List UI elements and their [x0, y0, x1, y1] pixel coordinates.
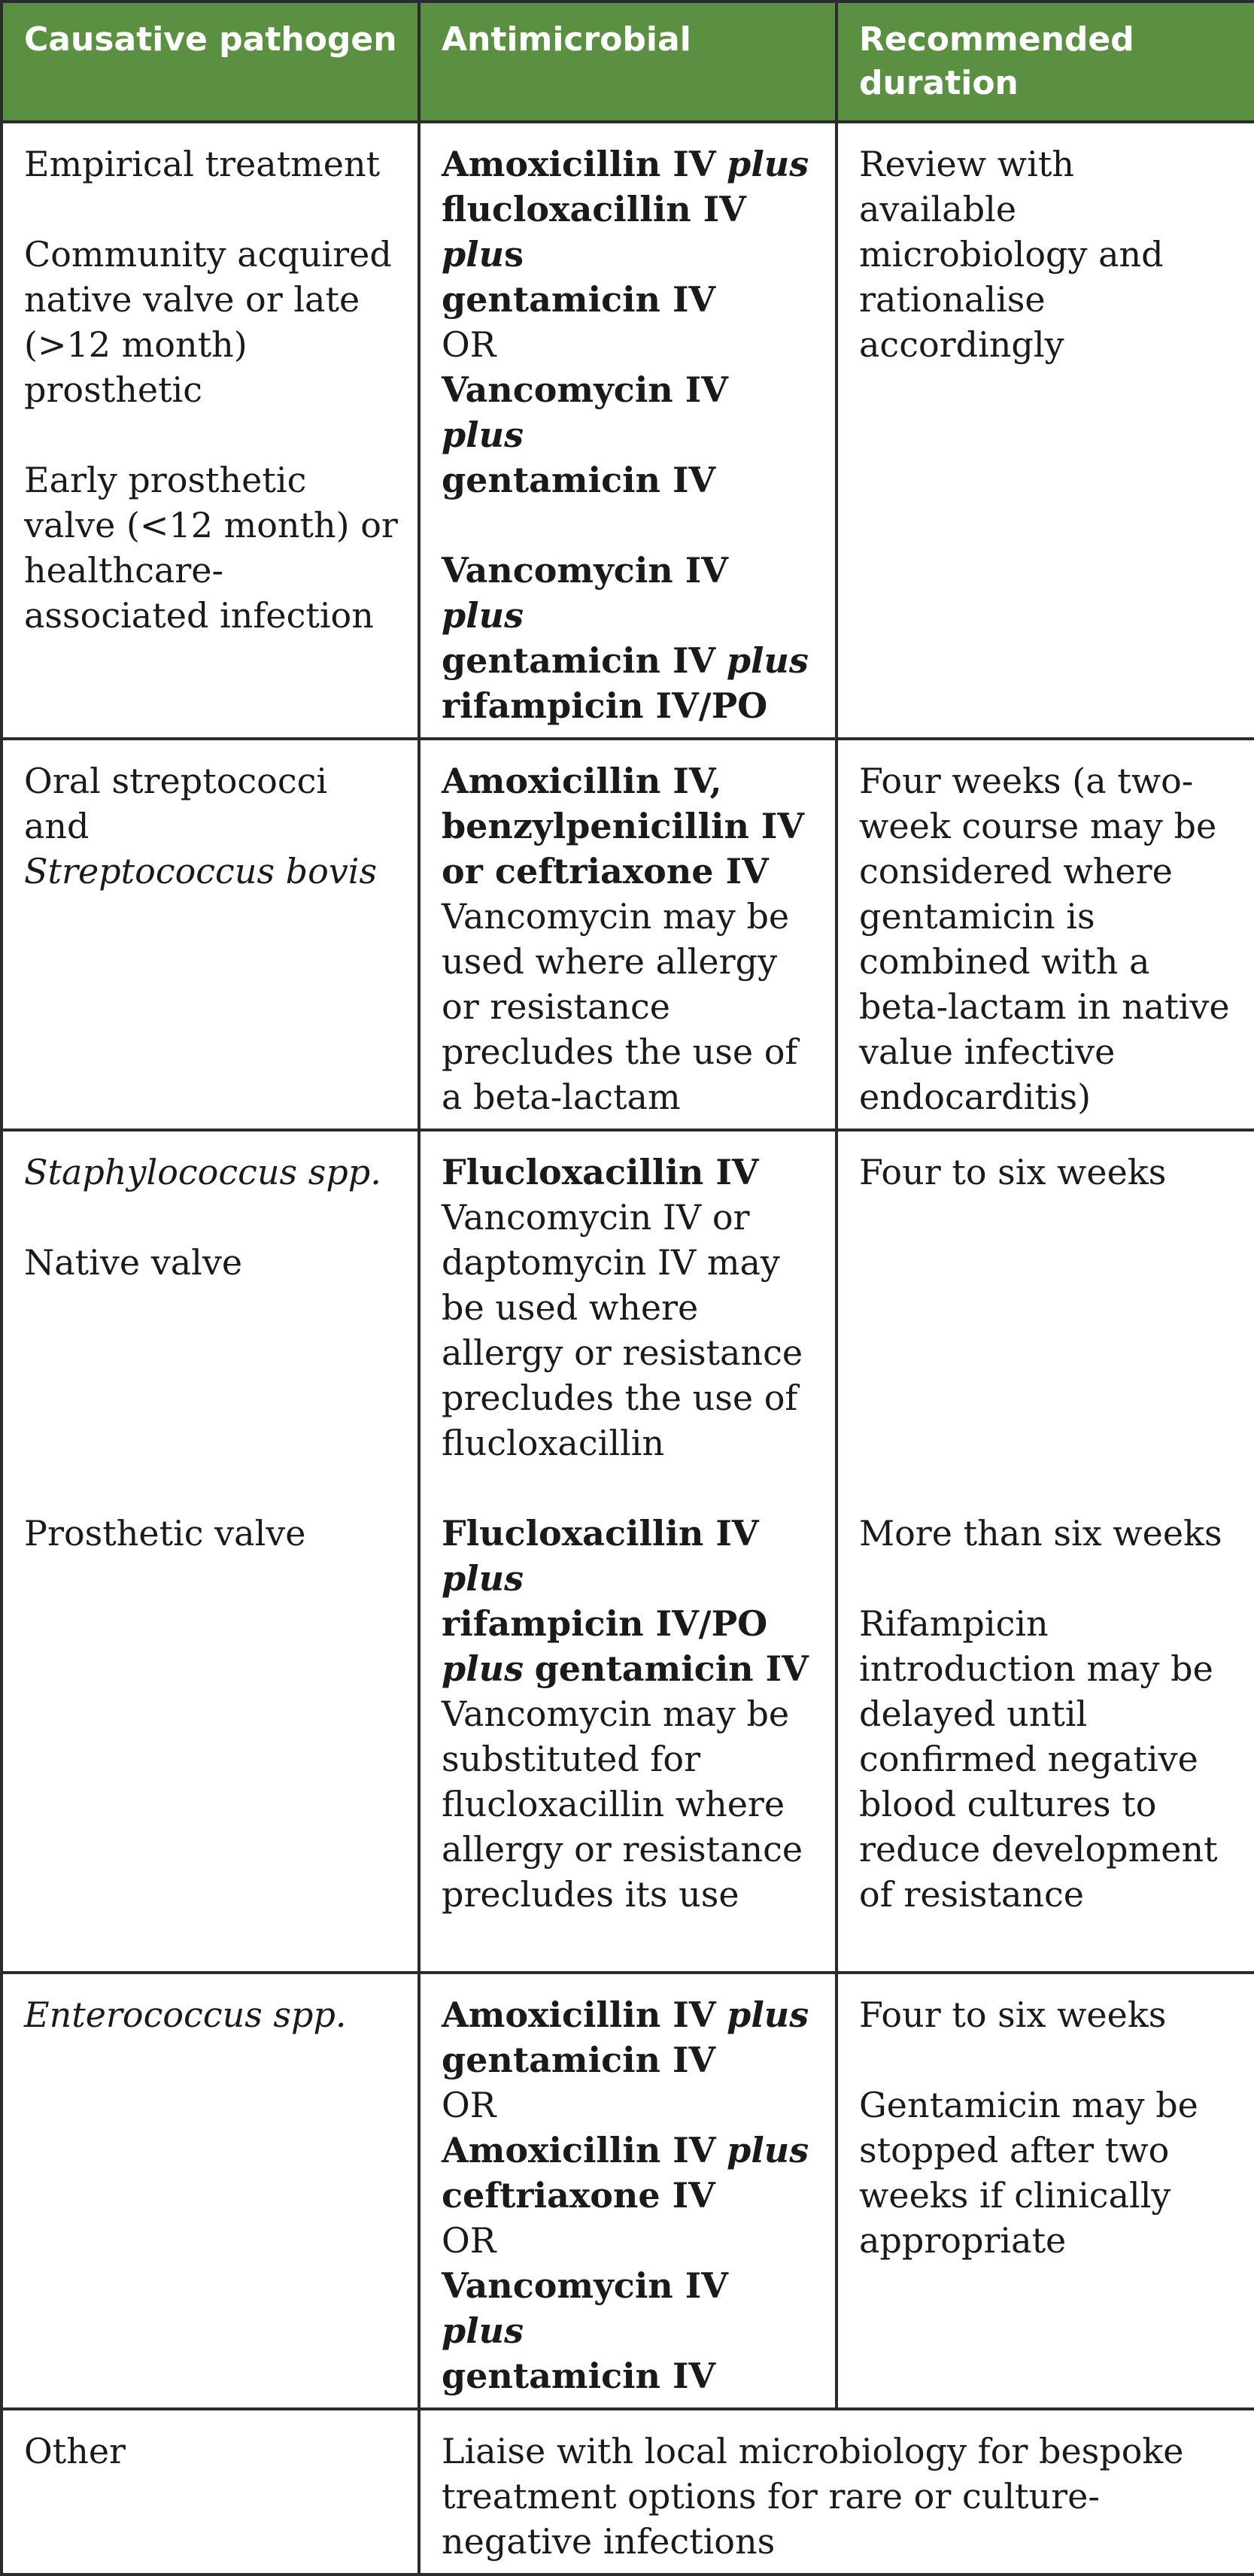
- duration-cell: [837, 739, 1254, 1130]
- antimicrobial-cell: [419, 739, 837, 1130]
- table-row-oral-streptococci: [2, 739, 1254, 1130]
- antimicrobial-cell: [419, 122, 837, 739]
- pathogen-early-prosthetic: Early prosthetic valve (<12 month) or healthcare-associated infection: [24, 460, 398, 636]
- duration-four-to-six-weeks: Four to six weeks: [859, 1152, 1167, 1192]
- regimen-vanc-gent-rif: Vancomycin IV plus gentamicin IV plus rifampicin IV/PO: [442, 550, 809, 726]
- antimicrobial-cell: [419, 1973, 837, 2409]
- regimen-amox-ceft: Amoxicillin IV plus ceftriaxone IV: [442, 2130, 809, 2216]
- liaise-microbiology-note: Liaise with local microbiology for bespoke treatment options for rare or culture-negative infections: [442, 2431, 1184, 2562]
- regimen-flucloxacillin: Flucloxacillin IV: [442, 1152, 759, 1192]
- pathogen-enterococcus: Enterococcus spp.: [24, 1994, 347, 2035]
- header-causative-pathogen: Causative pathogen: [2, 2, 419, 122]
- pathogen-native-valve: Native valve: [24, 1242, 243, 1283]
- duration-four-to-six-weeks: Four to six weeks: [859, 1994, 1167, 2035]
- pathogen-other: Other: [24, 2431, 126, 2471]
- pathogen-staphylococcus: Staphylococcus spp.: [24, 1152, 381, 1192]
- table-row-enterococcus: [2, 1973, 1254, 2409]
- table-row-empirical: [2, 122, 1254, 739]
- pathogen-cell: [2, 1130, 419, 1973]
- prosthetic-alternative-note: Vancomycin may be substituted for flucloxacillin where allergy or resistance precludes its use: [442, 1694, 803, 1915]
- regimen-amox-fluclox-gent: Amoxicillin IV plus flucloxacillin IV plus gentamicin IV: [442, 144, 809, 320]
- regimen-amox-benzyl-ceft: Amoxicillin IV, benzylpenicillin IV or ceftriaxone IV: [442, 761, 805, 892]
- header-row: [2, 2, 1254, 122]
- pathogen-cell: [2, 122, 419, 739]
- combined-cell: [419, 2409, 1254, 2574]
- rifampicin-delay-note: Rifampicin introduction may be delayed until confirmed negative blood cultures to reduce development of resistance: [859, 1603, 1218, 1915]
- pathogen-prosthetic-valve: Prosthetic valve: [24, 1513, 306, 1554]
- pathogen-cell: [2, 1973, 419, 2409]
- duration-four-weeks: Four weeks (a two-week course may be considered where gentamicin is combined with a beta-lactam in native value infective endocarditis): [859, 761, 1230, 1117]
- header-recommended-duration: Recommended duration: [837, 2, 1254, 122]
- duration-review: Review with available microbiology and rationalise accordingly: [859, 144, 1164, 365]
- duration-cell: [837, 1130, 1254, 1973]
- header-antimicrobial: Antimicrobial: [419, 2, 837, 122]
- regimen-vanc-gent: Vancomycin IV plus gentamicin IV: [442, 369, 728, 500]
- or-label: OR: [442, 2220, 496, 2261]
- pathogen-streptococcus-bovis: Streptococcus bovis: [24, 851, 378, 892]
- regimen-vanc-gent: Vancomycin IV plus gentamicin IV: [442, 2265, 728, 2396]
- pathogen-cell: [2, 2409, 419, 2574]
- pathogen-empirical: Empirical treatment: [24, 144, 381, 184]
- pathogen-community: Community acquired native valve or late (>12 month) prosthetic: [24, 234, 392, 410]
- pathogen-cell: [2, 739, 419, 1130]
- regimen-fluclox-rif-gent: Flucloxacillin IV plus rifampicin IV/PO plus gentamicin IV: [442, 1513, 809, 1689]
- table-row-other: [2, 2409, 1254, 2574]
- gentamicin-stop-note: Gentamicin may be stopped after two weeks if clinically appropriate: [859, 2085, 1198, 2261]
- vancomycin-allergy-note: Vancomycin may be used where allergy or resistance precludes the use of a beta-lactam: [442, 896, 798, 1117]
- native-alternative-note: Vancomycin IV or daptomycin IV may be used where allergy or resistance precludes the use of flucloxacillin: [442, 1197, 803, 1463]
- antimicrobial-cell: [419, 1130, 837, 1973]
- duration-more-than-six-weeks: More than six weeks: [859, 1513, 1222, 1554]
- pathogen-oral-streptococci: Oral streptococci and: [24, 761, 328, 846]
- or-label: OR: [442, 324, 496, 365]
- duration-cell: [837, 1973, 1254, 2409]
- duration-cell: [837, 122, 1254, 739]
- or-label: OR: [442, 2085, 496, 2125]
- regimen-amox-gent: Amoxicillin IV plus gentamicin IV: [442, 1994, 809, 2080]
- table-row-staphylococcus: [2, 1130, 1254, 1973]
